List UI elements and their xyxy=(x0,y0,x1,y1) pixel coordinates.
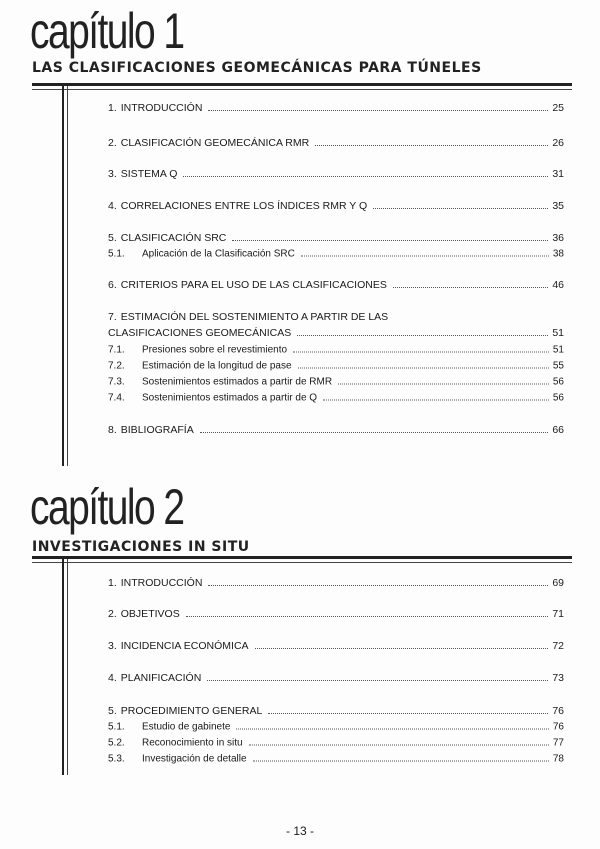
divider xyxy=(32,89,572,90)
divider xyxy=(32,556,572,559)
toc-entry[interactable] xyxy=(108,200,564,212)
toc-entry[interactable] xyxy=(108,722,564,733)
entry-number: 8. xyxy=(108,424,117,436)
entry-page: 35 xyxy=(552,200,564,212)
toc-entry[interactable] xyxy=(108,232,564,244)
entry-number: 2. xyxy=(108,608,117,620)
entry-label: CLASIFICACIONES GEOMECÁNICAS xyxy=(108,327,292,339)
entry-page: 69 xyxy=(552,577,564,589)
dot-leader xyxy=(268,713,548,714)
entry-page: 77 xyxy=(552,737,564,749)
entry-number: 4. xyxy=(108,200,117,212)
dot-leader xyxy=(393,287,548,288)
entry-number: 6. xyxy=(108,279,117,291)
dot-leader xyxy=(301,256,549,257)
entry-label: CORRELACIONES ENTRE LOS ÍNDICES RMR Y Q xyxy=(120,200,368,212)
entry-label: Investigación de detalle xyxy=(142,753,247,765)
entry-page: 76 xyxy=(552,705,564,717)
entry-page: 76 xyxy=(552,721,564,733)
entry-label: Estimación de la longitud de pase xyxy=(142,360,292,372)
dot-leader xyxy=(253,761,549,762)
dot-leader xyxy=(315,145,548,146)
toc-entry[interactable] xyxy=(108,577,564,589)
dot-leader xyxy=(249,745,549,746)
entry-page: 46 xyxy=(552,279,564,291)
entry-number: 1. xyxy=(108,577,117,589)
chapter-1-subtitle: LAS CLASIFICACIONES GEOMECÁNICAS PARA TÚNELES xyxy=(32,60,482,76)
entry-page: 78 xyxy=(552,753,564,765)
entry-label: Sostenimientos estimados a partir de RMR xyxy=(142,376,333,388)
dot-leader xyxy=(298,368,549,369)
entry-number: 5.1. xyxy=(108,721,125,733)
entry-label: Aplicación de la Clasificación SRC xyxy=(142,248,295,260)
toc-entry[interactable] xyxy=(108,640,564,652)
entry-number: 5. xyxy=(108,232,117,244)
entry-label: INCIDENCIA ECONÓMICA xyxy=(120,640,249,652)
dot-leader xyxy=(323,400,549,401)
entry-label: PROCEDIMIENTO GENERAL xyxy=(120,705,263,717)
entry-page: 31 xyxy=(552,168,564,180)
entry-number: 7.4. xyxy=(108,392,125,404)
entry-page: 73 xyxy=(552,672,564,684)
toc-entry[interactable] xyxy=(108,361,564,372)
entry-label: SISTEMA Q xyxy=(120,168,178,180)
toc-entry[interactable] xyxy=(108,754,564,765)
chapter-2-subtitle: INVESTIGACIONES IN SITU xyxy=(32,539,250,555)
toc-entry[interactable] xyxy=(108,327,564,339)
toc-entry[interactable] xyxy=(108,393,564,404)
entry-page: 71 xyxy=(552,608,564,620)
entry-number: 3. xyxy=(108,640,117,652)
dot-leader xyxy=(373,208,548,209)
entry-label: Presiones sobre el revestimiento xyxy=(142,344,288,356)
toc-entry[interactable] xyxy=(108,608,564,620)
toc-entry[interactable] xyxy=(108,311,564,323)
dot-leader xyxy=(183,176,548,177)
entry-number: 7. xyxy=(108,311,117,323)
entry-number: 4. xyxy=(108,672,117,684)
dot-leader xyxy=(186,616,549,617)
vertical-bar xyxy=(67,86,68,466)
entry-number: 7.2. xyxy=(108,360,125,372)
entry-label: Sostenimientos estimados a partir de Q xyxy=(142,392,318,404)
toc-entry[interactable] xyxy=(108,168,564,180)
toc-entry[interactable] xyxy=(108,672,564,684)
entry-label: BIBLIOGRAFÍA xyxy=(120,424,194,436)
dot-leader xyxy=(236,729,548,730)
entry-number: 5.2. xyxy=(108,737,125,749)
entry-label: ESTIMACIÓN DEL SOSTENIMIENTO A PARTIR DE LAS xyxy=(120,311,389,323)
divider xyxy=(32,562,572,563)
dot-leader xyxy=(200,432,549,433)
entry-number: 7.3. xyxy=(108,376,125,388)
dot-leader xyxy=(232,240,548,241)
dot-leader xyxy=(207,680,548,681)
entry-number: 2. xyxy=(108,137,117,149)
entry-label: Reconocimiento in situ xyxy=(142,737,243,749)
entry-page: 51 xyxy=(552,344,564,356)
page-number: - 13 - xyxy=(285,824,314,838)
chapter-2-title: capítulo 2 xyxy=(30,479,184,535)
dot-leader xyxy=(297,335,548,336)
entry-label: PLANIFICACIÓN xyxy=(120,672,202,684)
entry-page: 55 xyxy=(552,360,564,372)
entry-label: Estudio de gabinete xyxy=(142,721,231,733)
entry-number: 5.3. xyxy=(108,753,125,765)
entry-page: 26 xyxy=(552,137,564,149)
entry-label: CLASIFICACIÓN GEOMECÁNICA RMR xyxy=(120,137,310,149)
entry-page: 66 xyxy=(552,424,564,436)
divider xyxy=(32,83,572,86)
entry-number: 5. xyxy=(108,705,117,717)
dot-leader xyxy=(208,585,548,586)
entry-page: 25 xyxy=(552,102,564,114)
entry-page: 51 xyxy=(552,327,564,339)
vertical-bar xyxy=(62,559,64,775)
toc-entry[interactable] xyxy=(108,279,564,291)
toc-entry[interactable] xyxy=(108,249,564,260)
entry-page: 36 xyxy=(552,232,564,244)
dot-leader xyxy=(255,648,549,649)
entry-label: OBJETIVOS xyxy=(120,608,180,620)
toc-entry[interactable] xyxy=(108,738,564,749)
entry-number: 1. xyxy=(108,102,117,114)
toc-entry[interactable] xyxy=(108,345,564,356)
toc-entry[interactable] xyxy=(108,137,564,149)
entry-label: INTRODUCCIÓN xyxy=(120,102,203,114)
toc-entry[interactable] xyxy=(108,377,564,388)
entry-page: 56 xyxy=(552,376,564,388)
entry-number: 5.1. xyxy=(108,248,125,260)
toc-entry[interactable] xyxy=(108,102,564,114)
vertical-bar xyxy=(67,559,68,775)
dot-leader xyxy=(208,110,548,111)
vertical-bar xyxy=(62,86,64,466)
entry-page: 56 xyxy=(552,392,564,404)
dot-leader xyxy=(293,352,549,353)
entry-page: 72 xyxy=(552,640,564,652)
entry-number: 3. xyxy=(108,168,117,180)
entry-label: CLASIFICACIÓN SRC xyxy=(120,232,227,244)
toc-entry[interactable] xyxy=(108,705,564,717)
entry-label: CRITERIOS PARA EL USO DE LAS CLASIFICACIONES xyxy=(120,279,387,291)
dot-leader xyxy=(338,384,549,385)
chapter-1-title: capítulo 1 xyxy=(30,3,184,59)
entry-label: INTRODUCCIÓN xyxy=(120,577,203,589)
toc-entry[interactable] xyxy=(108,424,564,436)
entry-page: 38 xyxy=(552,248,564,260)
entry-number: 7.1. xyxy=(108,344,125,356)
